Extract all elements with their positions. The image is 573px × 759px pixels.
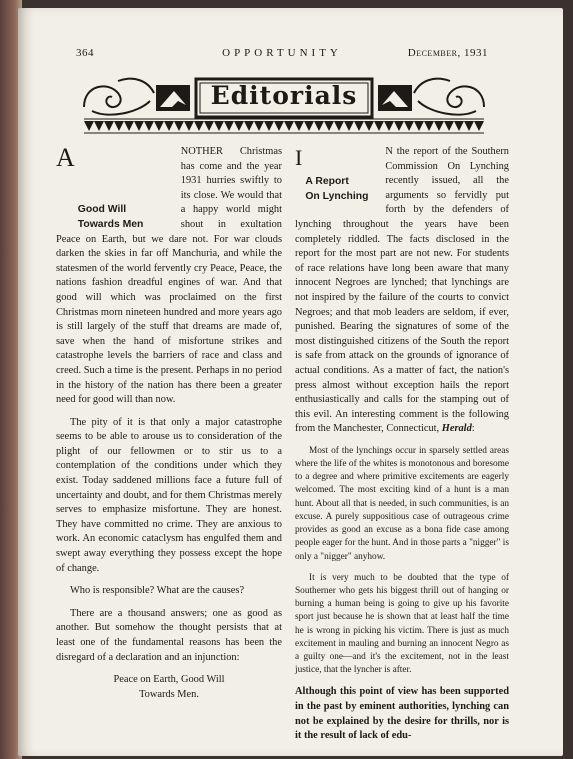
- quotation: Most of the lynchings occur in sparsely settled areas where the life of the whites is monotonous and boresome to a degree and where primitive excitements are eagerly welcomed. The most exciting kind of a hunt is a man hunt. About all that is needed, in such communities, is an excuse. A purely suppositious case of outrageous crime provides as good an excuse as a bona fide case among people eager for the hunt. And in those parts a "nigger" is only a "nigger" anyhow.: [295, 445, 509, 562]
- paragraph: N the report of the Southern Commission On Lynching recently issued, all the arguments so fervidly put forth by the defenders of lynching throughout the years have been completely riddled. The facts disclosed in the report for the most part are not new. For students of race relations have long been aware that many innocent Negroes are lynched; that lynchings are not inspired by the failure of the courts to convict Negroes; and that mob leaders are seldom, if ever, punished. Bearing the signatures of some of the most distinguished citizens of the South the report is safe from attack on the grounds of ignorance of actual conditions. As a matter of fact, the nation's press almost without exception hails the report enthusiastically and calls for the stamping out of this evil. An interesting comment is the following from the Manchester, Connecticut, Herald:: [295, 146, 509, 435]
- sidehead-lynching: A Report On Lynching: [305, 176, 369, 202]
- dropcap-i: I: [295, 145, 303, 170]
- banner-title: Editorials: [210, 81, 358, 110]
- paragraph: The pity of it is that only a major catastrophe seems to be able to arouse us to consideration of the plight of our fellowmen or to stir us to a contemplation of the conditions under which they exist. Today saddened millions face a future full of uncertainty and doubt, and for them Christmas merely serves to emphasize misfortune. They are honest. They have committed no crime. They are anxious to work. An economic cataclysm has engulfed them and swept away everything they possess except the hope of change.: [56, 416, 282, 574]
- editorial-lynching-report: [295, 145, 509, 744]
- closing-line: Towards Men.: [139, 688, 199, 700]
- editorials-banner: [78, 71, 490, 135]
- quotation: It is very much to be doubted that the type of Southerner who gets his biggest thrill out of hanging or burning a human being is going to give up his favorite sport just because he is shown that at least half the time he is wrong in picking his victim. There is just as much excitement in mauling and burning an innocent Negro as a guilty one—and it's the excitement, not in the least justice, that the lyncher is after.: [295, 572, 509, 676]
- magazine-title: OPPORTUNITY: [222, 47, 342, 59]
- paragraph: Who is responsible? What are the causes?: [70, 585, 245, 597]
- paragraph: Although this point of view has been supported in the past by eminent authorities, lynching can not be explained by the desire for thrills, nor is it the result of lack of edu-: [295, 686, 509, 742]
- closing-line: Peace on Earth, Good Will: [113, 674, 225, 686]
- running-header: [76, 47, 488, 61]
- editorial-good-will: [56, 145, 282, 702]
- page-number: 364: [76, 47, 94, 59]
- sidehead-good-will: Good Will Towards Men: [77, 204, 144, 230]
- paragraph: NOTHER Christmas has come and the year 1931 hurries swiftly to its close. We would that a happy world might shout in exultation Peace on Earth, but we dare not. For war clouds darken the skies in far off Manchuria, and while the statesmen of the world fervently cry Peace, Peace, the nations fashion dreadful engines of war. And that good will which was proclaimed on the first Christmas morn nineteen hundred and more years ago is still largely of the stuff that dreams are made of, save when the hand of misfortune strikes and catastrophe levels the barriers of race and class and creed. Such a time is the present. Perhaps in no period in the history of the nation has there been a greater need for good will than now.: [56, 146, 282, 406]
- issue-date: December, 1931: [407, 47, 488, 59]
- paragraph: There are a thousand answers; one as good as another. But somehow the thought persists that at least one of the fundamental reasons has been the disregard of a declaration and an injunction:: [56, 607, 282, 663]
- dropcap-a: A: [56, 143, 75, 172]
- newspaper-name: Herald: [441, 423, 472, 435]
